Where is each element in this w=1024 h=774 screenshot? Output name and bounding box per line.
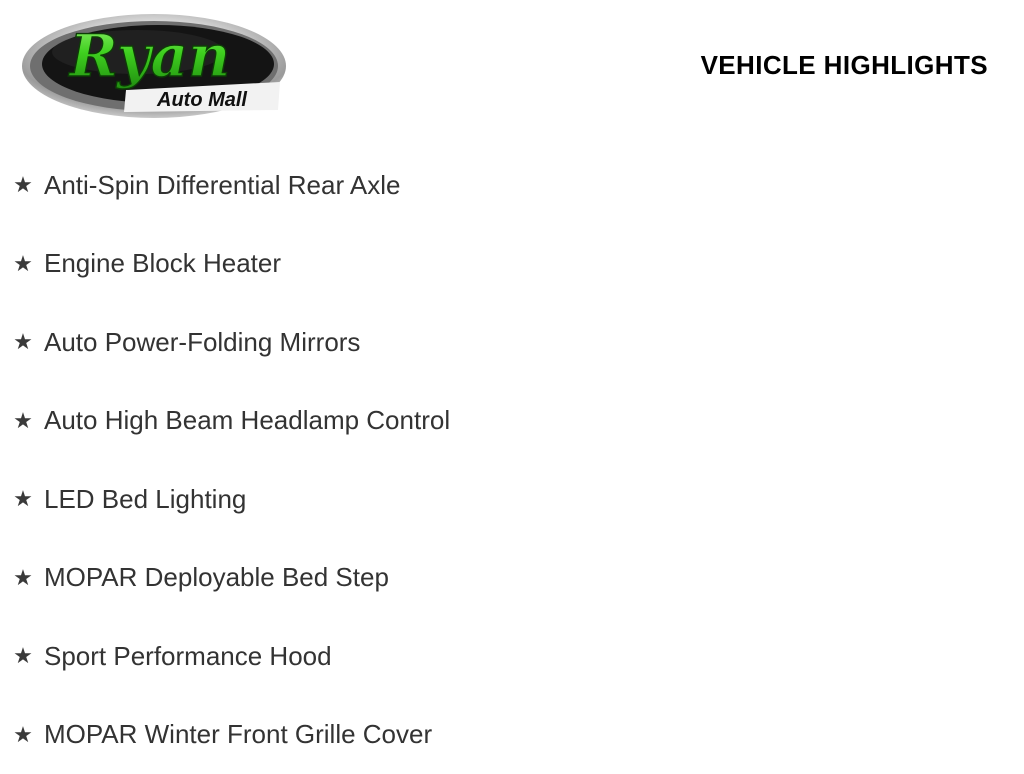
page-header	[0, 0, 1024, 130]
list-item	[0, 617, 1024, 696]
list-item	[0, 146, 1024, 225]
star-icon: ★	[10, 410, 36, 432]
list-item	[0, 382, 1024, 461]
svg-text:Ryan: Ryan	[68, 22, 231, 90]
svg-text:Auto Mall: Auto Mall	[156, 89, 247, 111]
list-item-label: LED Bed Lighting	[44, 484, 246, 515]
list-item	[0, 225, 1024, 304]
star-icon: ★	[10, 253, 36, 275]
list-item	[0, 539, 1024, 618]
list-item	[0, 460, 1024, 539]
star-icon: ★	[10, 174, 36, 196]
vehicle-highlights-list	[0, 146, 1024, 774]
list-item-label: Anti-Spin Differential Rear Axle	[44, 170, 400, 201]
list-item	[0, 696, 1024, 774]
list-item-label: MOPAR Winter Front Grille Cover	[44, 719, 432, 750]
star-icon: ★	[10, 331, 36, 353]
ryan-auto-mall-logo	[18, 8, 290, 124]
list-item	[0, 303, 1024, 382]
list-item-label: Engine Block Heater	[44, 248, 281, 279]
list-item-label: Auto Power-Folding Mirrors	[44, 327, 360, 358]
list-item-label: Sport Performance Hood	[44, 641, 332, 672]
star-icon: ★	[10, 567, 36, 589]
list-item-label: MOPAR Deployable Bed Step	[44, 562, 389, 593]
star-icon: ★	[10, 724, 36, 746]
star-icon: ★	[10, 488, 36, 510]
page-title: VEHICLE HIGHLIGHTS	[701, 50, 988, 81]
list-item-label: Auto High Beam Headlamp Control	[44, 405, 450, 436]
star-icon: ★	[10, 645, 36, 667]
